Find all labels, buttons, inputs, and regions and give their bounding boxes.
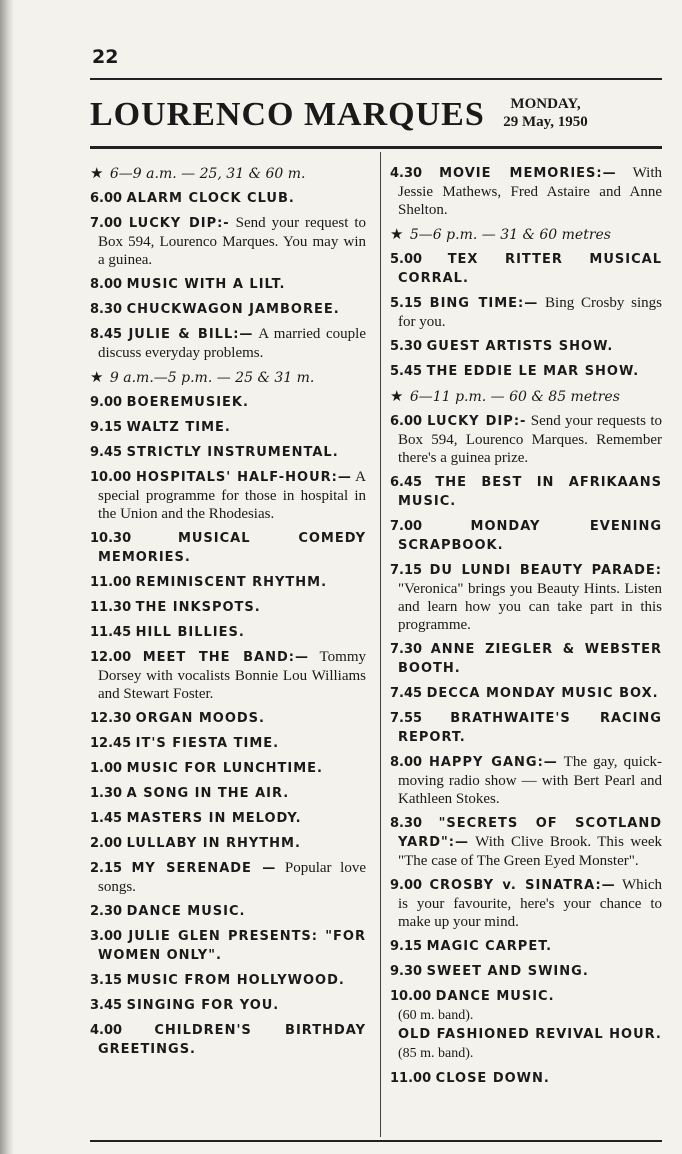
programme-title: THE INKSPOTS. bbox=[135, 600, 261, 615]
programme-title: BRATHWAITE'S RACING REPORT. bbox=[398, 711, 662, 745]
programme-title: CROSBY v. SINATRA:— bbox=[429, 878, 616, 893]
programme-entry bbox=[90, 971, 366, 990]
programme-time: 9.15 bbox=[90, 420, 127, 435]
programme-title: DU LUNDI BEAUTY PARADE: bbox=[429, 563, 662, 578]
programme-time: 10.30 bbox=[90, 531, 178, 546]
programme-time: 9.45 bbox=[90, 445, 127, 460]
programme-description: A married couple discuss everyday problems. bbox=[98, 326, 367, 361]
band-text: 9 a.m.—5 p.m. — 25 & 31 m. bbox=[105, 370, 315, 386]
programme-time: 6.00 bbox=[90, 191, 127, 206]
programme-time: 12.30 bbox=[90, 711, 136, 726]
page-number: 22 bbox=[92, 46, 119, 68]
programme-entry bbox=[90, 623, 366, 642]
programme-time: 2.30 bbox=[90, 904, 127, 919]
programme-entry bbox=[390, 753, 662, 808]
programme-title: ANNE ZIEGLER & WEBSTER BOOTH. bbox=[398, 642, 662, 676]
programme-entry bbox=[90, 759, 366, 778]
programme-entry bbox=[390, 684, 662, 703]
programme-entry bbox=[390, 337, 662, 356]
programme-description: Send your request to Box 594, Lourenco Marques. You may win a guinea. bbox=[98, 215, 366, 268]
programme-time: 2.15 bbox=[90, 861, 132, 876]
programme-entry bbox=[390, 937, 662, 956]
programme-title: JULIE GLEN PRESENTS: "FOR WOMEN ONLY". bbox=[98, 929, 366, 963]
programme-entry bbox=[90, 859, 366, 896]
programme-entry bbox=[90, 996, 366, 1015]
programme-time: 9.30 bbox=[390, 964, 427, 979]
programme-time: 7.15 bbox=[390, 563, 430, 578]
programme-entry bbox=[390, 962, 662, 981]
band-text: 5—6 p.m. — 31 & 60 metres bbox=[405, 227, 611, 243]
programme-time: 5.00 bbox=[390, 252, 448, 267]
programme-time: 1.00 bbox=[90, 761, 127, 776]
programme-time: 1.30 bbox=[90, 786, 127, 801]
star-icon: ★ bbox=[390, 225, 404, 243]
programme-title: DANCE MUSIC. bbox=[126, 904, 246, 919]
programme-time: 8.00 bbox=[90, 277, 127, 292]
programme-entry bbox=[390, 987, 662, 1063]
programme-time: 7.55 bbox=[390, 711, 451, 726]
programme-time: 4.30 bbox=[390, 166, 440, 181]
programme-entry bbox=[90, 709, 366, 728]
programme-time: 6.00 bbox=[390, 414, 428, 429]
programme-title: SINGING FOR YOU. bbox=[126, 998, 280, 1013]
programme-entry bbox=[90, 443, 366, 462]
programme-time: 9.00 bbox=[90, 395, 127, 410]
programme-title: SWEET AND SWING. bbox=[426, 964, 589, 979]
programme-time: 8.00 bbox=[390, 755, 429, 770]
programme-entry bbox=[390, 709, 662, 747]
programme-title: TEX RITTER MUSICAL CORRAL. bbox=[398, 252, 663, 286]
programme-title: OLD FASHIONED REVIVAL HOUR. bbox=[398, 1027, 662, 1042]
star-icon: ★ bbox=[90, 164, 104, 182]
programme-title: MY SERENADE — bbox=[131, 861, 277, 876]
programme-entry bbox=[90, 902, 366, 921]
right-column bbox=[390, 164, 662, 1094]
programme-entry bbox=[90, 598, 366, 617]
programme-title: HOSPITALS' HALF-HOUR:— bbox=[136, 470, 352, 485]
programme-entry bbox=[90, 529, 366, 567]
programme-title: THE EDDIE LE MAR SHOW. bbox=[426, 364, 640, 379]
programme-title: MUSIC FROM HOLLYWOOD. bbox=[126, 973, 345, 988]
programme-time: 8.30 bbox=[90, 302, 127, 317]
programme-title: WALTZ TIME. bbox=[126, 420, 231, 435]
programme-title: JULIE & BILL:— bbox=[128, 327, 254, 342]
programme-time: 12.45 bbox=[90, 736, 136, 751]
header-rule bbox=[90, 146, 662, 149]
programme-entry bbox=[390, 294, 662, 331]
programme-description: A special programme for those in hospital in the Union and the Rhodesias. bbox=[98, 469, 366, 522]
programme-time: 11.30 bbox=[90, 600, 136, 615]
left-column bbox=[90, 164, 366, 1065]
station-title: LOURENCO MARQUES bbox=[90, 96, 485, 133]
programme-entry bbox=[90, 393, 366, 412]
programme-time: 2.00 bbox=[90, 836, 127, 851]
programme-time: 1.45 bbox=[90, 811, 127, 826]
programme-entry bbox=[390, 517, 662, 555]
band-text: 6—9 a.m. — 25, 31 & 60 m. bbox=[105, 166, 306, 182]
programme-time: 10.00 bbox=[390, 989, 436, 1004]
programme-description: The gay, quick-moving radio show — with Bert Pearl and Kathleen Stokes. bbox=[398, 754, 662, 807]
programme-entry bbox=[90, 325, 366, 362]
date-block bbox=[488, 95, 603, 131]
programme-entry bbox=[390, 362, 662, 381]
programme-time: 10.00 bbox=[90, 470, 136, 485]
programme-title: MUSIC WITH A LILT. bbox=[126, 277, 286, 292]
programme-title: CLOSE DOWN. bbox=[435, 1071, 550, 1086]
programme-title: LULLABY IN RHYTHM. bbox=[126, 836, 301, 851]
programme-description: With Jessie Mathews, Fred Astaire and Anne Shelton. bbox=[398, 165, 662, 218]
programme-note: (60 m. band). bbox=[398, 1008, 474, 1023]
programme-entry bbox=[90, 809, 366, 828]
programme-time: 6.45 bbox=[390, 475, 436, 490]
programme-time: 5.30 bbox=[390, 339, 427, 354]
programme-title: BOEREMUSIEK. bbox=[126, 395, 249, 410]
programme-entry bbox=[90, 1021, 366, 1059]
programme-description: Bing Crosby sings for you. bbox=[398, 295, 662, 330]
programme-time: 9.15 bbox=[390, 939, 427, 954]
programme-time: 11.00 bbox=[90, 575, 136, 590]
programme-entry bbox=[90, 418, 366, 437]
programme-title: MONDAY EVENING SCRAPBOOK. bbox=[398, 519, 662, 553]
programme-time: 7.00 bbox=[90, 216, 129, 231]
programme-title: BING TIME:— bbox=[429, 296, 539, 311]
programme-entry bbox=[390, 250, 662, 288]
programme-description: Tommy Dorsey with vocalists Bonnie Lou Williams and Stewart Foster. bbox=[98, 649, 366, 702]
programme-title: MAGIC CARPET. bbox=[426, 939, 553, 954]
programme-entry bbox=[90, 648, 366, 703]
programme-entry bbox=[90, 573, 366, 592]
programme-title: HILL BILLIES. bbox=[135, 625, 245, 640]
programme-title: DECCA MONDAY MUSIC BOX. bbox=[426, 686, 659, 701]
programme-title: THE BEST IN AFRIKAANS MUSIC. bbox=[398, 475, 662, 509]
programme-title: ORGAN MOODS. bbox=[135, 711, 265, 726]
programme-time: 3.45 bbox=[90, 998, 127, 1013]
programme-title: MOVIE MEMORIES:— bbox=[439, 166, 617, 181]
programme-title: A SONG IN THE AIR. bbox=[126, 786, 290, 801]
star-icon: ★ bbox=[390, 387, 404, 405]
programme-time: 3.00 bbox=[90, 929, 129, 944]
programme-title: DANCE MUSIC. bbox=[435, 989, 555, 1004]
programme-entry bbox=[390, 1069, 662, 1088]
programme-title: REMINISCENT RHYTHM. bbox=[135, 575, 328, 590]
programme-title: LUCKY DIP:- bbox=[128, 216, 230, 231]
programme-time: 8.45 bbox=[90, 327, 129, 342]
programme-time: 7.00 bbox=[390, 519, 471, 534]
programme-entry bbox=[390, 561, 662, 634]
programme-entry bbox=[90, 214, 366, 269]
page-edge-shadow bbox=[0, 0, 14, 1154]
programme-entry bbox=[390, 814, 662, 870]
programme-title: CHUCKWAGON JAMBOREE. bbox=[126, 302, 340, 317]
programme-description: Popular love songs. bbox=[98, 860, 366, 895]
top-rule bbox=[90, 78, 662, 80]
wavelength-band-heading bbox=[390, 387, 662, 406]
programme-title: ALARM CLOCK CLUB. bbox=[126, 191, 295, 206]
band-text: 6—11 p.m. — 60 & 85 metres bbox=[405, 389, 620, 405]
programme-description: Send your requests to Box 594, Lourenco Marques. Remember there's a guinea prize. bbox=[398, 413, 662, 466]
programme-time: 5.15 bbox=[390, 296, 430, 311]
programme-title: STRICTLY INSTRUMENTAL. bbox=[126, 445, 339, 460]
bottom-rule bbox=[90, 1140, 662, 1142]
programme-description: With Clive Brook. This week "The case of The Green Eyed Monster". bbox=[398, 834, 662, 869]
programme-title: "SECRETS OF SCOTLAND YARD":— bbox=[398, 816, 663, 850]
programme-entry bbox=[90, 275, 366, 294]
programme-title: CHILDREN'S BIRTHDAY GREETINGS. bbox=[98, 1023, 366, 1057]
programme-entry bbox=[390, 412, 662, 467]
programme-title: MASTERS IN MELODY. bbox=[126, 811, 302, 826]
programme-time: 11.45 bbox=[90, 625, 136, 640]
programme-entry bbox=[90, 189, 366, 208]
programme-title: MUSICAL COMEDY MEMORIES. bbox=[98, 531, 366, 565]
programme-entry bbox=[90, 927, 366, 965]
programme-entry bbox=[390, 164, 662, 219]
programme-title: GUEST ARTISTS SHOW. bbox=[426, 339, 614, 354]
programme-entry bbox=[390, 473, 662, 511]
programme-entry bbox=[90, 784, 366, 803]
wavelength-band-heading bbox=[390, 225, 662, 244]
programme-entry bbox=[90, 834, 366, 853]
programme-entry bbox=[90, 734, 366, 753]
programme-time: 9.00 bbox=[390, 878, 430, 893]
column-divider bbox=[380, 152, 381, 1137]
programme-note: (85 m. band). bbox=[398, 1046, 474, 1061]
programme-description: Which is your favourite, here's your chance to make up your mind. bbox=[398, 877, 662, 930]
programme-time: 5.45 bbox=[390, 364, 427, 379]
programme-title: MUSIC FOR LUNCHTIME. bbox=[126, 761, 323, 776]
day-label: MONDAY, bbox=[510, 96, 581, 112]
programme-time: 12.00 bbox=[90, 650, 143, 665]
wavelength-band-heading bbox=[90, 164, 366, 183]
programme-entry bbox=[90, 468, 366, 523]
programme-entry bbox=[90, 300, 366, 319]
programme-time: 11.00 bbox=[390, 1071, 436, 1086]
programme-time: 7.45 bbox=[390, 686, 427, 701]
programme-title: IT'S FIESTA TIME. bbox=[135, 736, 280, 751]
wavelength-band-heading bbox=[90, 368, 366, 387]
star-icon: ★ bbox=[90, 368, 104, 386]
programme-title: LUCKY DIP:- bbox=[427, 414, 527, 429]
date-label: 29 May, 1950 bbox=[503, 114, 588, 130]
programme-time: 4.00 bbox=[90, 1023, 155, 1038]
programme-time: 7.30 bbox=[390, 642, 431, 657]
programme-title: MEET THE BAND:— bbox=[142, 650, 309, 665]
programme-entry bbox=[390, 640, 662, 678]
programme-time: 3.15 bbox=[90, 973, 127, 988]
programme-entry bbox=[390, 876, 662, 931]
programme-time: 8.30 bbox=[390, 816, 439, 831]
programme-title: HAPPY GANG:— bbox=[428, 755, 558, 770]
programme-description: "Veronica" brings you Beauty Hints. Listen and learn how you can take part in this programme. bbox=[398, 581, 662, 633]
